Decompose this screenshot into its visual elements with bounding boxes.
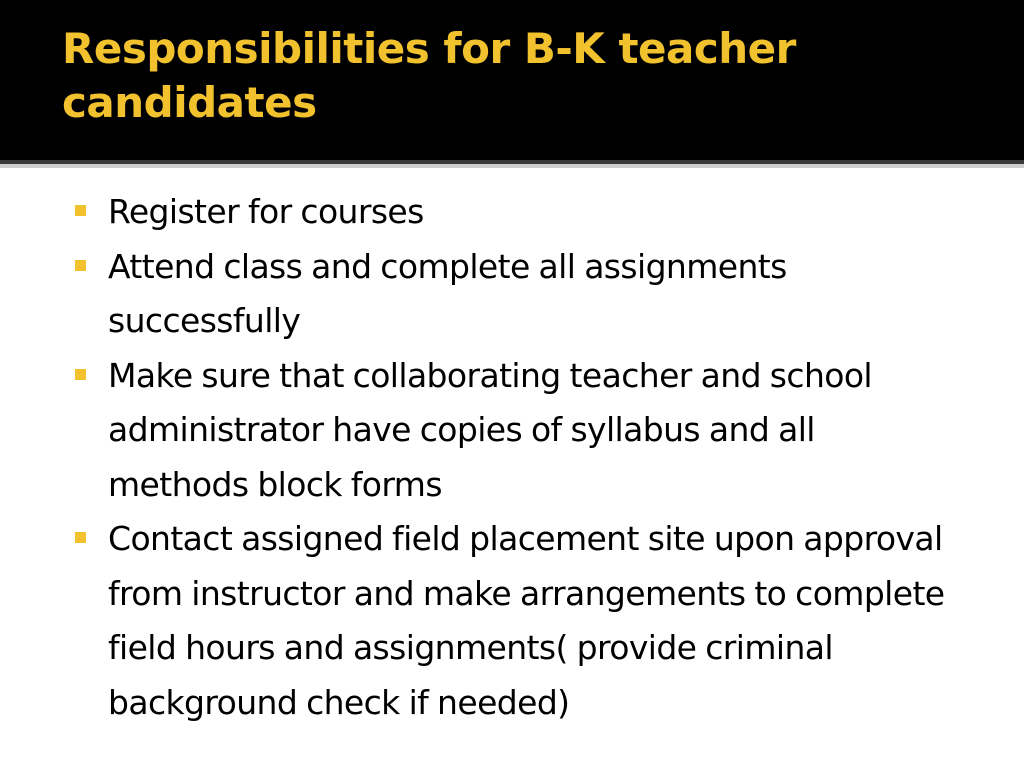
bullet-item xyxy=(72,512,952,730)
square-bullet-icon xyxy=(75,205,86,216)
title-band xyxy=(0,0,1024,160)
square-bullet-icon xyxy=(75,369,86,380)
bullet-list xyxy=(72,185,952,730)
bullet-item xyxy=(72,349,952,513)
bullet-text: Make sure that collaborating teacher and school administrator have copies of syllabus and all methods block forms xyxy=(108,355,873,504)
square-bullet-icon xyxy=(75,260,86,271)
bullet-text: Contact assigned field placement site upon approval from instructor and make arrangements to complete field hours and assignments( provide criminal background check if needed) xyxy=(108,519,945,722)
bullet-text: Register for courses xyxy=(108,192,424,231)
content-area xyxy=(0,168,1024,768)
square-bullet-icon xyxy=(75,532,86,543)
bullet-text: Attend class and complete all assignments successfully xyxy=(108,246,787,340)
bullet-item xyxy=(72,185,952,240)
bullet-item xyxy=(72,240,952,349)
slide-title: Responsibilities for B-K teacher candidates xyxy=(62,24,796,127)
